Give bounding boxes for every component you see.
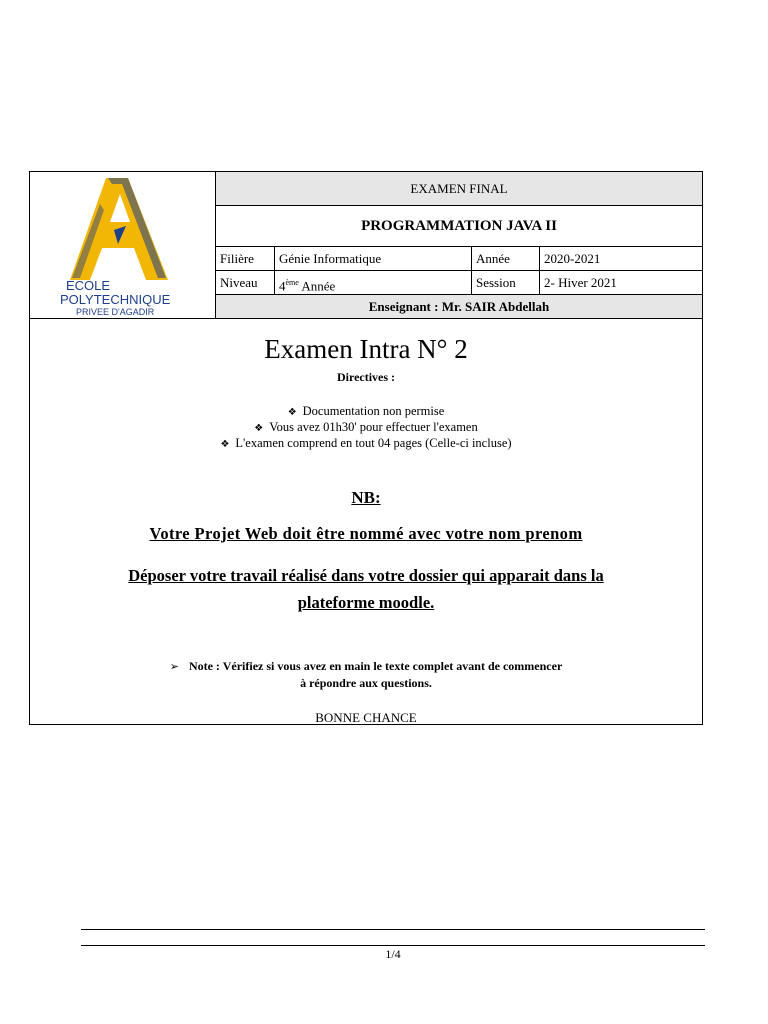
exam-type: EXAMEN FINAL <box>216 172 702 206</box>
directives-heading: Directives : <box>336 370 396 384</box>
niveau-label: Niveau <box>216 271 275 294</box>
note <box>30 658 702 692</box>
nb-heading: NB: <box>351 488 381 507</box>
annee-value: 2020-2021 <box>544 251 601 266</box>
niveau-superscript: ème <box>285 278 299 287</box>
diamond-bullet-icon: ❖ <box>287 407 297 418</box>
directive-item: ❖ L'examen comprend en tout 04 pages (Celle-ci incluse) <box>220 436 512 450</box>
annee-label: Année <box>472 247 540 270</box>
exam-cover-frame <box>29 171 703 725</box>
directives-list <box>30 404 702 452</box>
arrow-bullet-icon: ➢ <box>169 660 179 673</box>
logo-line-1: ECOLE <box>66 278 111 293</box>
info-row-filiere <box>216 247 702 271</box>
closing-text: BONNE CHANCE <box>315 710 417 725</box>
instruction-submission <box>30 562 702 616</box>
session-value: 2- Hiver 2021 <box>544 275 617 290</box>
niveau-suffix: Année <box>298 278 336 294</box>
niveau-number: 4 <box>279 278 286 294</box>
instruction-submission-line-2: plateforme moodle. <box>297 593 435 612</box>
exam-title: Examen Intra N° 2 <box>264 334 468 364</box>
session-label: Session <box>472 271 540 294</box>
logo-line-2: POLYTECHNIQUE <box>60 292 171 307</box>
course-title: PROGRAMMATION JAVA II <box>216 206 702 247</box>
school-logo-icon <box>48 174 198 316</box>
exam-header <box>30 172 702 319</box>
footer-divider-bottom <box>81 945 705 946</box>
niveau-value <box>275 271 472 294</box>
teacher-name: Enseignant : Mr. SAIR Abdellah <box>216 295 702 318</box>
note-line-2: à répondre aux questions. <box>300 676 432 690</box>
page-number: 1/4 <box>385 947 401 961</box>
school-logo <box>30 172 216 318</box>
info-row-niveau <box>216 271 702 295</box>
directive-item: ❖ Documentation non permise <box>287 404 445 418</box>
instruction-submission-line-1: Déposer votre travail réalisé dans votre dossier qui apparait dans la <box>128 566 604 585</box>
note-line-1: Note : Vérifiez si vous avez en main le texte complet avant de commencer <box>188 659 563 673</box>
diamond-bullet-icon: ❖ <box>254 423 264 434</box>
filiere-label: Filière <box>216 247 275 270</box>
directive-item: ❖ Vous avez 01h30' pour effectuer l'examen <box>254 420 478 434</box>
diamond-bullet-icon: ❖ <box>220 439 230 450</box>
footer-divider-top <box>81 929 705 930</box>
filiere-value: Génie Informatique <box>275 247 472 270</box>
logo-line-3: PRIVEE D'AGADIR <box>76 307 155 316</box>
instruction-project-name: Votre Projet Web doit être nommé avec votre nom prenom <box>149 524 583 543</box>
